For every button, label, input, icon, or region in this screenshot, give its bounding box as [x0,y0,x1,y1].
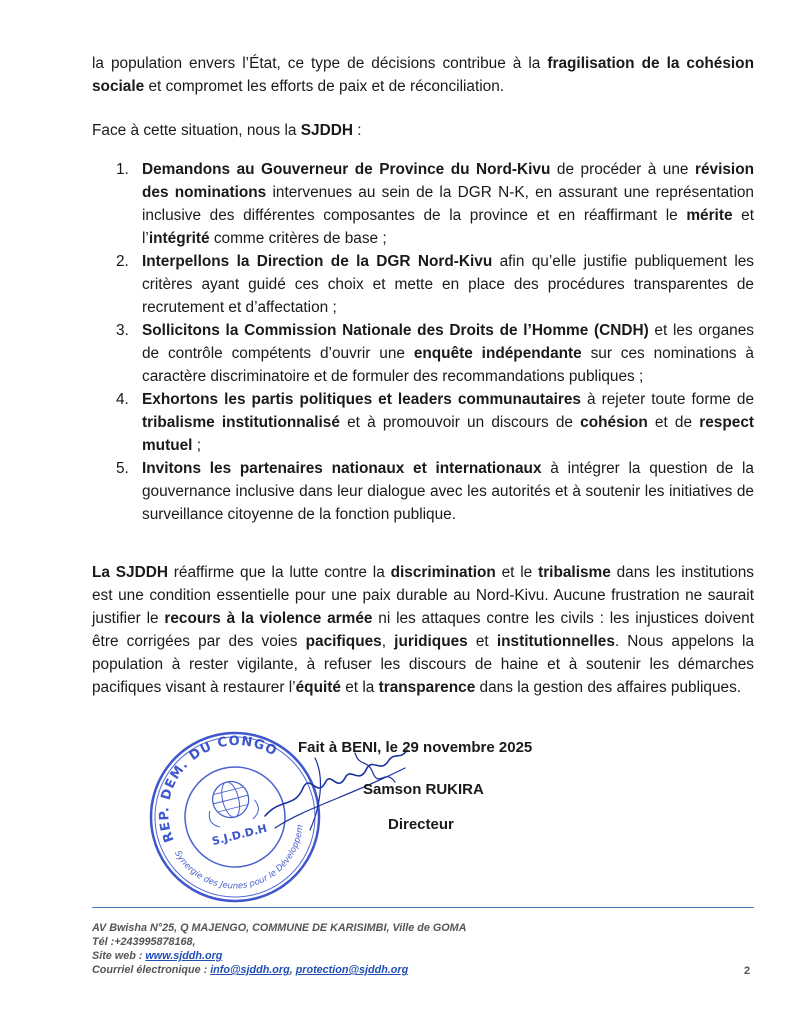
paragraph-closing: La SJDDH réaffirme que la lutte contre la discrimination et le tribalisme dans les institutions est une condition essentielle pour une paix durable au Nord-Kivu. Aucune frustration ne saurait justifier le recours à la violence armée ni les attaques contre les civils : les injustices doivent être corrigées par des voies pacifiques, juridiques et institutionnelles. Nous appelons la population à rester vigilante, à refuser les discours de haine et à soutenir les démarches pacifiques visant à restaurer l’équité et la transparence dans la gestion des affaires publiques. [92,564,755,696]
list-item: 3. Sollicitons la Commission Nationale des Droits de l’Homme (CNDH) et les organes de contrôle compétents d’ouvrir une enquête indépendante sur ces nominations à caractère discriminatoire et de formuler des recommandations publiques ; [116,322,754,385]
list-item: 4. Exhortons les partis politiques et leaders communautaires à rejeter toute forme de tribalisme institutionnalisé et à promouvoir un discours de cohésion et de respect mutuel ; [116,391,755,454]
list-item: 5. Invitons les partenaires nationaux et internationaux à intégrer la question de la gouvernance inclusive dans leur dialogue avec les autorités et à soutenir les initiatives de surveillance citoyenne de la fonction publique. [116,460,754,523]
globe-icon [202,776,261,829]
paragraph-intro: Face à cette situation, nous la SJDDH : [92,122,362,139]
list-item: 2. Interpellons la Direction de la DGR Nord-Kivu afin qu’elle justifie publiquement les critères ayant guidé ces choix et mette en place des procédures transparentes de recrutement et d’affectation ; [116,253,754,316]
footer-divider [92,907,754,908]
place-date: Fait à BENI, le 29 novembre 2025 [298,739,533,756]
stamp-center-text: S.J.D.D.H [210,821,269,849]
website-link[interactable]: www.sjddh.org [145,950,223,962]
email-link-protection[interactable]: protection@sjddh.org [295,964,409,976]
email-link-info[interactable]: info@sjddh.org [210,964,290,976]
footer-phone: Tél :+243995878168, [92,936,196,948]
demands-list [92,158,754,526]
signatory-name: Samson RUKIRA [363,781,484,798]
stamp-top-text: REP. DEM. DU CONGO [157,733,280,845]
stamp-bottom-text: Synergie des Jeunes pour le Développement [172,824,306,892]
footer-email: Courriel électronique : info@sjddh.org, protection@sjddh.org [92,964,409,976]
footer-address: AV Bwisha N°25, Q MAJENGO, COMMUNE DE KARISIMBI, Ville de GOMA [92,922,467,934]
paragraph-top: la population envers l’État, ce type de décisions contribue à la fragilisation de la cohésion sociale et compromet les efforts de paix et de réconciliation. [92,55,754,95]
footer-website: Site web : www.sjddh.org [92,950,223,962]
page-number: 2 [744,965,751,977]
signatory-title: Directeur [388,816,454,833]
list-item: 1. Demandons au Gouverneur de Province du Nord-Kivu de procéder à une révision des nominations intervenues au sein de la DGR N-K, en assurant une représentation inclusive des différentes composantes de la province et en réaffirmant le mérite et l’intégrité comme critères de base ; [116,161,755,247]
